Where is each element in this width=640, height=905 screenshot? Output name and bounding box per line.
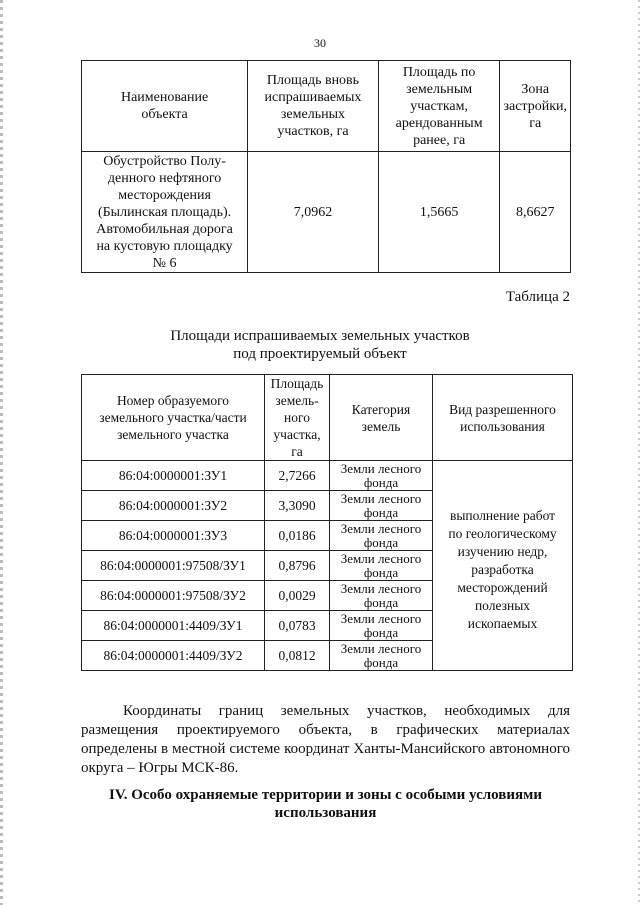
table-header-row bbox=[82, 375, 573, 461]
page-number: 30 bbox=[314, 36, 326, 50]
header-plot-number: Номер образуемого земельного участка/части земельного участка bbox=[82, 375, 265, 461]
table-title-line2: под проектируемый объект bbox=[233, 346, 407, 362]
area-summary-table bbox=[81, 60, 571, 273]
plot-area: 0,0186 bbox=[265, 521, 330, 551]
plot-area: 2,7266 bbox=[265, 461, 330, 491]
header-land-category: Категория земель bbox=[330, 375, 433, 461]
plot-number: 86:04:0000001:97508/ЗУ2 bbox=[82, 581, 265, 611]
table-caption: Таблица 2 bbox=[505, 289, 570, 305]
plot-number: 86:04:0000001:4409/ЗУ1 bbox=[82, 611, 265, 641]
plot-number: 86:04:0000001:4409/ЗУ2 bbox=[82, 641, 265, 671]
plot-area: 0,0812 bbox=[265, 641, 330, 671]
header-plot-area: Площадь земель- ного участка, га bbox=[265, 375, 330, 461]
scan-edge-left bbox=[0, 0, 3, 905]
table-row bbox=[82, 152, 571, 273]
table-header-row bbox=[82, 61, 571, 152]
land-category: Земли лесного фонда bbox=[330, 551, 433, 581]
land-category: Земли лесного фонда bbox=[330, 461, 433, 491]
land-category: Земли лесного фонда bbox=[330, 581, 433, 611]
land-category: Земли лесного фонда bbox=[330, 521, 433, 551]
permitted-use: выполнение работ по геологическому изучению недр, разработка месторождений полезных ископаемых bbox=[433, 461, 573, 671]
section-heading: IV. Особо охраняемые территории и зоны с особыми условиями использования bbox=[108, 787, 542, 821]
leased-area-value: 1,5665 bbox=[378, 152, 500, 273]
plot-area: 0,8796 bbox=[265, 551, 330, 581]
table-title-line1: Площади испрашиваемых земельных участков bbox=[170, 328, 470, 344]
paragraph-text: Координаты границ земельных участков, необходимых для размещения проектируемого объекта, в графических материалах определены в местной системе координат Ханты-Мансийского автономного округа – Югры МСК-86. bbox=[81, 703, 570, 776]
header-object-name: Наименование объекта bbox=[82, 61, 248, 152]
zone-value: 8,6627 bbox=[500, 152, 571, 273]
header-leased-area: Площадь по земельным участкам, арендованным ранее, га bbox=[378, 61, 500, 152]
land-category: Земли лесного фонда bbox=[330, 491, 433, 521]
land-plots-table bbox=[81, 374, 573, 671]
plot-number: 86:04:0000001:ЗУ3 bbox=[82, 521, 265, 551]
plot-number: 86:04:0000001:ЗУ2 bbox=[82, 491, 265, 521]
land-category: Земли лесного фонда bbox=[330, 641, 433, 671]
object-name: Обустройство Полу- денного нефтяного месторождения (Былинская площадь). Автомобильная дорога на кустовую площадку № 6 bbox=[82, 152, 248, 273]
header-permitted-use: Вид разрешенного использования bbox=[433, 375, 573, 461]
plot-area: 3,3090 bbox=[265, 491, 330, 521]
header-new-area: Площадь вновь испрашиваемых земельных участков, га bbox=[248, 61, 379, 152]
plot-number: 86:04:0000001:ЗУ1 bbox=[82, 461, 265, 491]
land-category: Земли лесного фонда bbox=[330, 611, 433, 641]
table-row bbox=[82, 461, 573, 491]
coordinates-paragraph bbox=[81, 702, 570, 778]
header-zone: Зона застройки, га bbox=[500, 61, 571, 152]
plot-area: 0,0783 bbox=[265, 611, 330, 641]
new-area-value: 7,0962 bbox=[248, 152, 379, 273]
plot-number: 86:04:0000001:97508/ЗУ1 bbox=[82, 551, 265, 581]
plot-area: 0,0029 bbox=[265, 581, 330, 611]
